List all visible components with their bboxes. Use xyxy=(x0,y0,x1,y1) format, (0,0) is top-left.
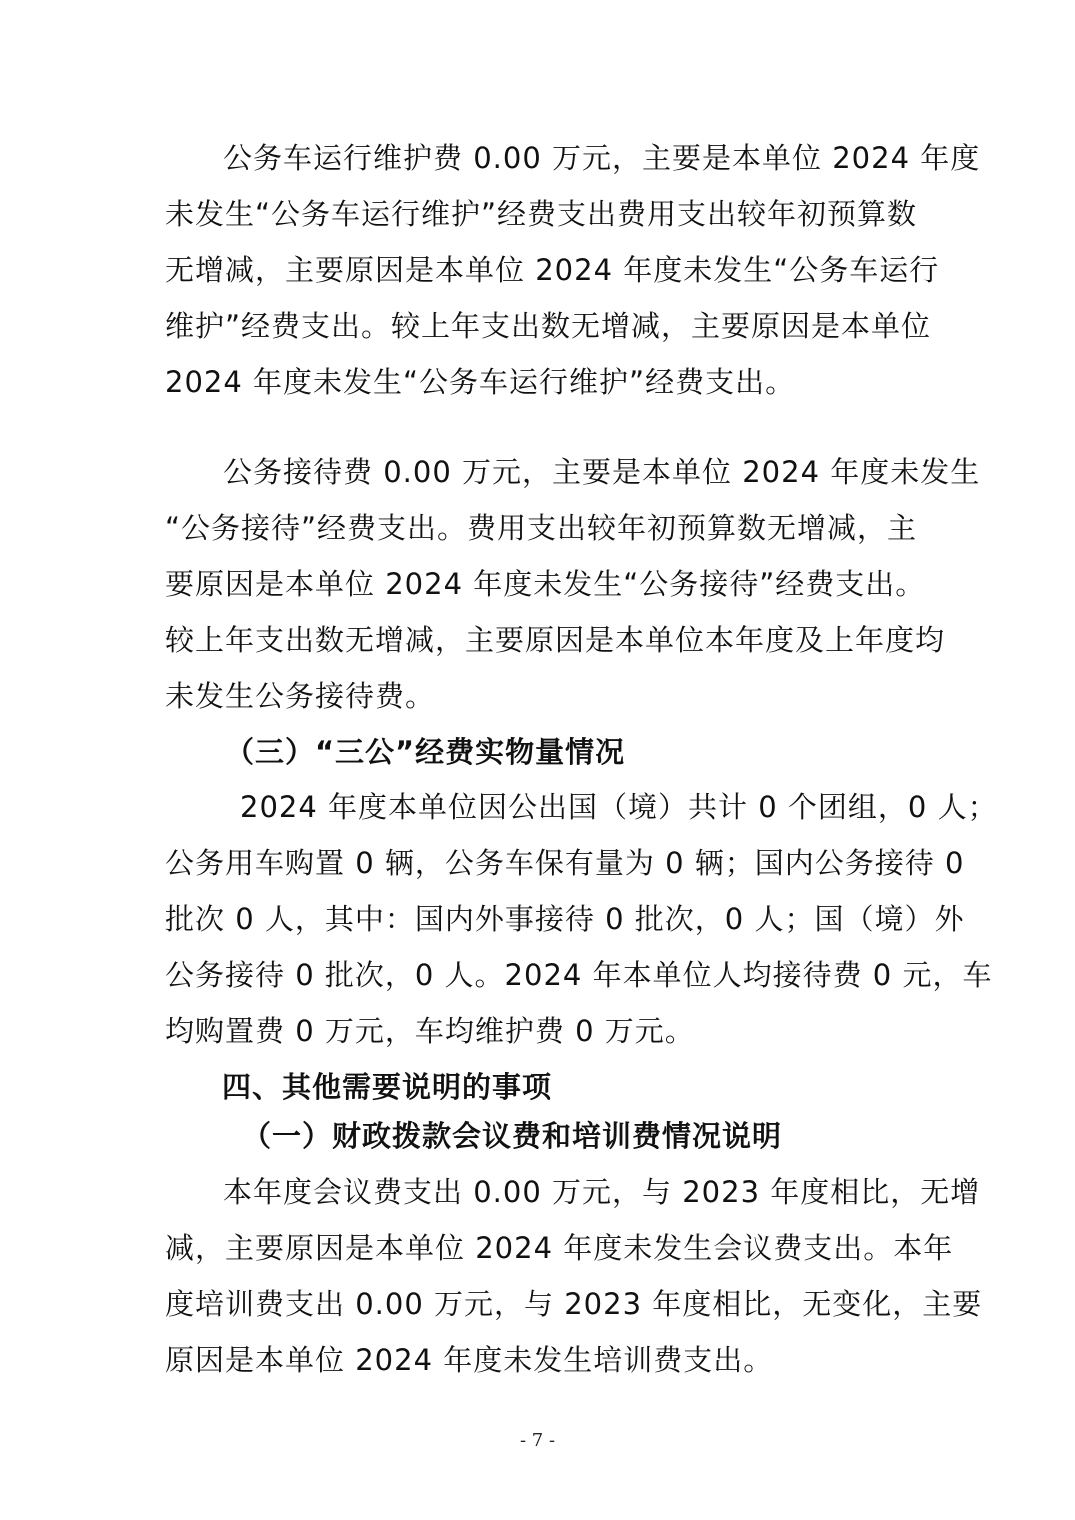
section-heading-other-matters: 四、其他需要说明的事项 xyxy=(222,1070,553,1104)
text-line: 2024 年度本单位因公出国（境）共计 0 个团组，0 人； xyxy=(240,790,998,824)
text-line: 批次 0 人，其中：国内外事接待 0 批次，0 人；国（境）外 xyxy=(165,902,965,936)
section-heading-meeting-training: （一）财政拨款会议费和培训费情况说明 xyxy=(242,1119,783,1153)
text-line: 减，主要原因是本单位 2024 年度未发生会议费支出。本年 xyxy=(165,1231,954,1265)
text-line: 公务接待费 0.00 万元，主要是本单位 2024 年度未发生 xyxy=(223,455,981,489)
text-line: 要原因是本单位 2024 年度未发生“公务接待”经费支出。 xyxy=(165,567,926,601)
text-line: 度培训费支出 0.00 万元，与 2023 年度相比，无变化，主要 xyxy=(165,1287,983,1321)
text-line: 本年度会议费支出 0.00 万元，与 2023 年度相比，无增 xyxy=(223,1175,981,1209)
text-line: 公务接待 0 批次，0 人。2024 年本单位人均接待费 0 元，车 xyxy=(165,958,993,992)
text-line: 无增减，主要原因是本单位 2024 年度未发生“公务车运行 xyxy=(165,253,940,287)
text-line: 2024 年度未发生“公务车运行维护”经费支出。 xyxy=(165,365,796,399)
text-line: 未发生公务接待费。 xyxy=(165,679,436,713)
text-line: 未发生“公务车运行维护”经费支出费用支出较年初预算数 xyxy=(165,197,918,231)
text-line: 较上年支出数无增减，主要原因是本单位本年度及上年度均 xyxy=(165,623,946,657)
text-line: 维护”经费支出。较上年支出数无增减，主要原因是本单位 xyxy=(165,309,932,343)
page-number: - 7 - xyxy=(519,1430,556,1451)
text-line: “公务接待”经费支出。费用支出较年初预算数无增减，主 xyxy=(165,511,918,545)
text-line: 原因是本单位 2024 年度未发生培训费支出。 xyxy=(165,1343,774,1377)
section-heading-physical-quantity: （三）“三公”经费实物量情况 xyxy=(225,735,626,769)
text-line: 公务用车购置 0 辆，公务车保有量为 0 辆；国内公务接待 0 xyxy=(165,846,965,880)
text-line: 公务车运行维护费 0.00 万元，主要是本单位 2024 年度 xyxy=(223,141,981,175)
text-line: 均购置费 0 万元，车均维护费 0 万元。 xyxy=(165,1014,695,1048)
